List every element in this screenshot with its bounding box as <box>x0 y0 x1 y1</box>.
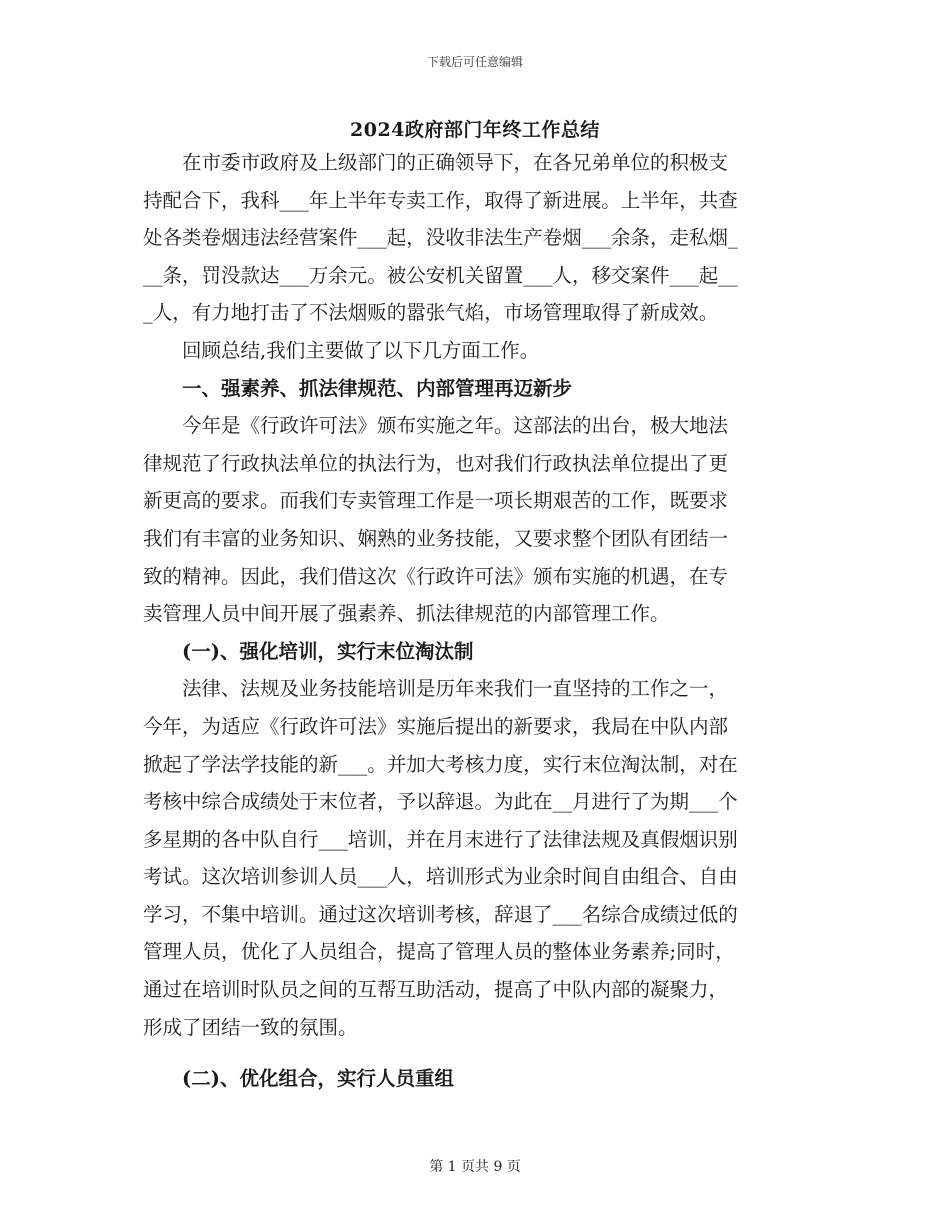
text-line: 考核中综合成绩处于末位者，予以辞退。为此在__月进行了为期___个 <box>143 790 738 814</box>
paragraph-intro <box>143 144 809 332</box>
text-line: 律规范了行政执法单位的执法行为，也对我们行政执法单位提出了更 <box>143 451 729 475</box>
document-body <box>143 144 809 1098</box>
text-line: 管理人员，优化了人员组合，提高了管理人员的整体业务素养;同时， <box>143 940 735 964</box>
text-line: 在市委市政府及上级部门的正确领导下，在各兄弟单位的积极支 <box>182 151 729 174</box>
text-line: 通过在培训时队员之间的互帮互助活动，提高了中队内部的凝聚力， <box>143 978 729 1002</box>
text-line: __条，罚没款达___万余元。被公安机关留置___人，移交案件___起__ <box>143 263 738 287</box>
paragraph-review <box>143 332 809 370</box>
text-line: 法律、法规及业务技能培训是历年来我们一直坚持的工作之一， <box>182 677 729 701</box>
text-line: 考试。这次培训参训人员___人，培训形式为业余时间自由组合、自由 <box>143 865 738 889</box>
section-heading-1: 一、强素养、抓法律规范、内部管理再迈新步 <box>182 376 573 400</box>
text-line: 掀起了学法学技能的新___。并加大考核力度，实行末位淘汰制，对在 <box>143 752 738 776</box>
subsection-heading-1: (一)、强化培训，实行末位淘汰制 <box>182 639 474 663</box>
paragraph-training <box>143 670 809 1046</box>
subsection-heading-2: (二)、优化组合，实行人员重组 <box>182 1067 454 1091</box>
text-line: 多星期的各中队自行___培训，并在月末进行了法律法规及真假烟识别 <box>143 827 738 851</box>
text-line: 形成了团结一致的氛围。 <box>143 1015 358 1039</box>
text-line: 致的精神。因此，我们借这次《行政许可法》颁布实施的机遇，在专 <box>143 564 729 588</box>
paragraph-section-1 <box>143 407 809 633</box>
document-title: 2024政府部门年终工作总结 <box>350 119 600 141</box>
text-line: 卖管理人员中间开展了强素养、抓法律规范的内部管理工作。 <box>143 602 670 626</box>
text-line: 学习，不集中培训。通过这次培训考核，辞退了___名综合成绩过低的 <box>143 902 738 926</box>
text-line: 我们有丰富的业务知识、娴熟的业务技能，又要求整个团队有团结一 <box>143 526 729 550</box>
text-line: 持配合下，我科___年上半年专卖工作，取得了新进展。上半年，共查 <box>143 188 738 212</box>
text-line: 今年是《行政许可法》颁布实施之年。这部法的出台，极大地法 <box>182 414 729 438</box>
header-note: 下载后可任意编辑 <box>426 55 523 69</box>
page-footer: 第 1 页共 9 页 <box>429 1159 521 1175</box>
text-line: 处各类卷烟违法经营案件___起，没收非法生产卷烟___余条，走私烟_ <box>143 226 738 250</box>
text-line: 今年，为适应《行政许可法》实施后提出的新要求，我局在中队内部 <box>143 714 729 738</box>
text-line: 回顾总结,我们主要做了以下几方面工作。 <box>182 338 540 362</box>
text-line: 新更高的要求。而我们专卖管理工作是一项长期艰苦的工作，既要求 <box>143 489 729 513</box>
text-line: _人，有力地打击了不法烟贩的嚣张气焰，市场管理取得了新成效。 <box>143 301 719 325</box>
